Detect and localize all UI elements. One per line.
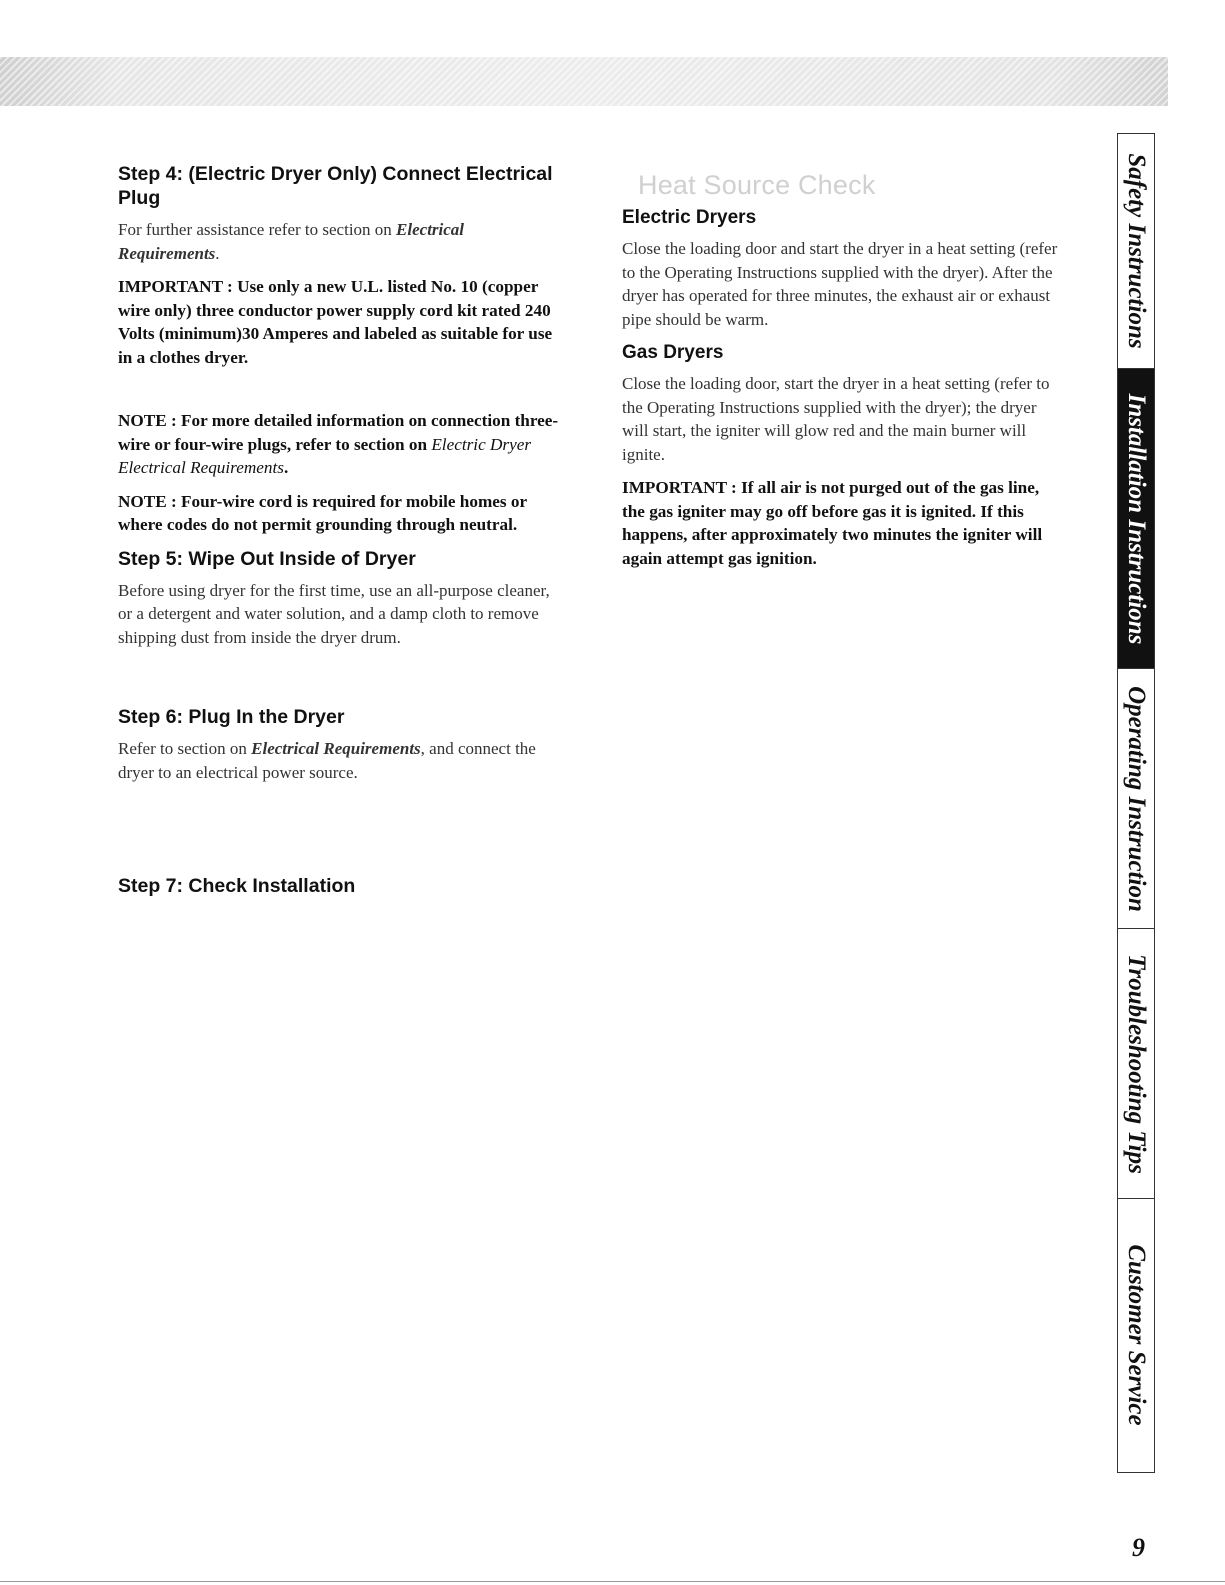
step6-ref-link: Electrical Requirements [251, 739, 421, 758]
step4-heading: Step 4: (Electric Dryer Only) Connect Electrical Plug [118, 163, 553, 209]
right-column [622, 168, 1062, 580]
step4-paragraph: For further assistance refer to section on Electrical Requirements. [118, 220, 465, 263]
tab-operating-instruction[interactable]: Operating Instruction [1118, 669, 1154, 929]
important-note: IMPORTANT : Use only a new U.L. listed No. 10 (copper wire only) three conductor power supply cord kit rated 240 Volts (minimum)30 Amperes and labeled as suitable for use in a clothes dryer. [118, 277, 553, 367]
electric-dryers-heading: Electric Dryers [622, 207, 757, 228]
note1-ref: Electric Dryer Electrical Requirements [118, 434, 532, 477]
step7-heading: Step 7: Check Installation [118, 875, 356, 897]
page-number: 9 [1132, 1533, 1145, 1562]
electric-dryers-paragraph: Close the loading door and start the dryer in a heat setting (refer to the Operating Instructions supplied with the dryer). After the dryer has operated for three minutes, the exhaust air or exhaust pipe should be warm. [622, 239, 1058, 329]
gas-dryers-heading: Gas Dryers [622, 342, 724, 363]
tab-troubleshooting-tips[interactable]: Troubleshooting Tips [1118, 929, 1154, 1199]
step6-heading: Step 6: Plug In the Dryer [118, 706, 345, 728]
tab-installation-instructions[interactable]: Installation Instructions [1118, 369, 1154, 669]
tab-customer-service[interactable]: Customer Service [1123, 1244, 1150, 1426]
bottom-rule [0, 1581, 1225, 1582]
header-banner [0, 57, 1168, 106]
step6-paragraph: Refer to section on Electrical Requirements, and connect the dryer to an electrical power source. [118, 739, 536, 782]
step4-ref-link: Electrical Requirements [118, 220, 465, 263]
step5-paragraph: Before using dryer for the first time, use an all-purpose cleaner, or a detergent and water solution, and a damp cloth to remove shipping dust from inside the dryer drum. [118, 580, 550, 647]
note-four-wire: NOTE : Four-wire cord is required for mobile homes or where codes do not permit grounding through neutral. [118, 491, 527, 534]
step5-heading: Step 5: Wipe Out Inside of Dryer [118, 547, 416, 570]
side-tab-strip [1117, 133, 1155, 1473]
gas-important-note: IMPORTANT : If all air is not purged out of the gas line, the gas igniter may go off before gas it is ignited. If this happens, after approximately two minutes the igniter will again attempt gas ignition. [622, 478, 1043, 568]
section-title: Heat Source Check [638, 170, 876, 200]
gas-dryers-paragraph: Close the loading door, start the dryer in a heat setting (refer to the Operating Instructions supplied with the dryer); the dryer will start, the igniter will glow red and the main burner will ignite. [622, 374, 1050, 464]
left-column [118, 162, 566, 906]
tab-safety-instructions[interactable]: Safety Instructions [1118, 134, 1154, 369]
note-three-four-wire: NOTE : For more detailed information on connection three-wire or four-wire plugs, refer to section on Electric Dryer Electrical Requirements. [118, 411, 559, 477]
